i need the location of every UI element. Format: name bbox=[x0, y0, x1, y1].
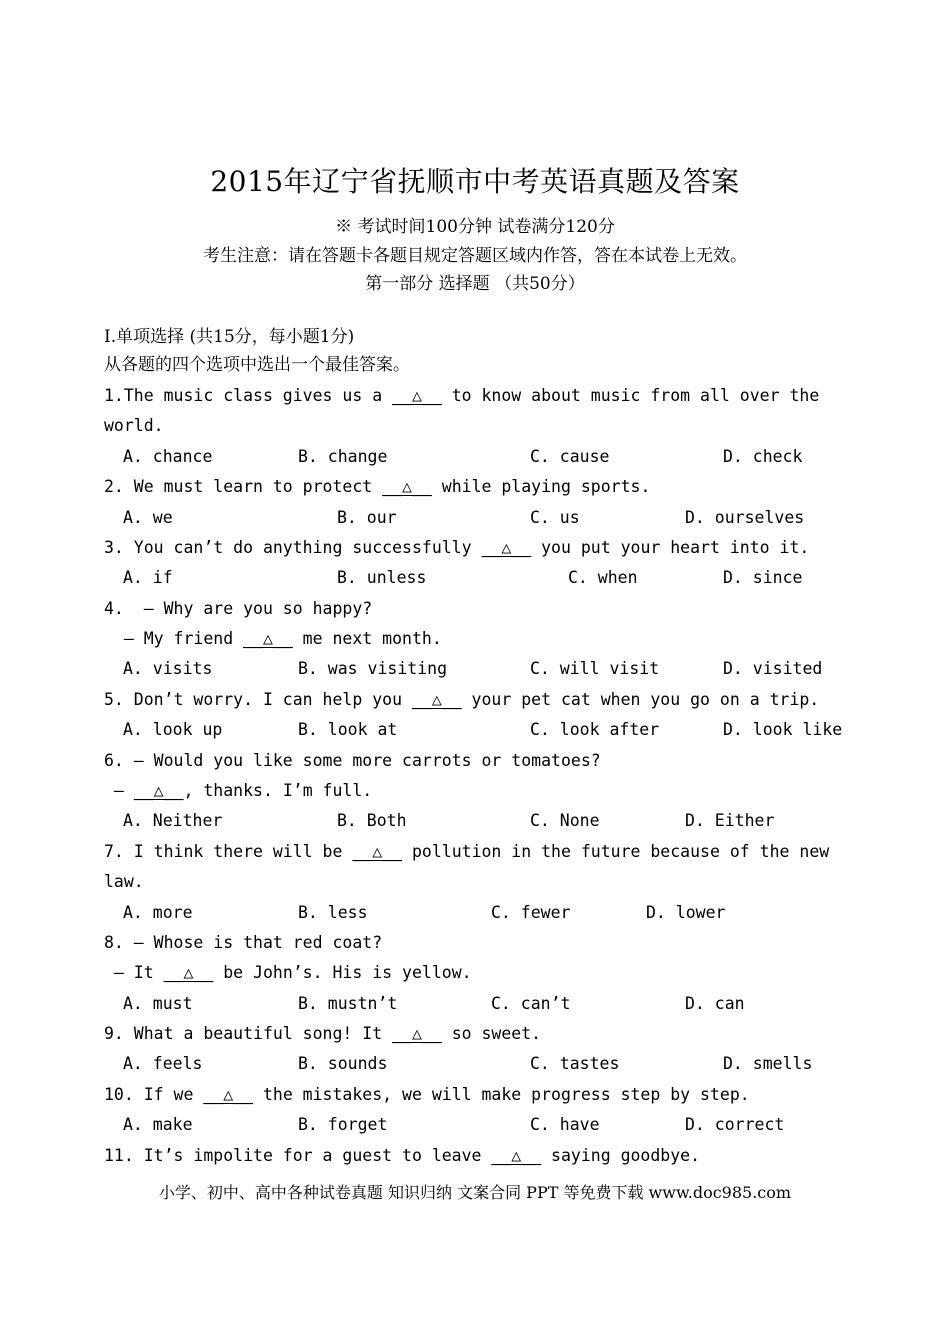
answer-blank: __△__ bbox=[392, 1024, 442, 1043]
question-text: me next month. bbox=[292, 629, 442, 648]
option-d: D. look like bbox=[723, 720, 843, 739]
question-text: be John’s. His is yellow. bbox=[213, 963, 472, 982]
option-c: C. will visit bbox=[530, 659, 660, 678]
question-text: 1.The music class gives us a bbox=[104, 386, 393, 405]
question-text: — My friend bbox=[104, 629, 244, 648]
option-b: B. Both bbox=[337, 811, 407, 830]
question-text: your pet cat when you go on a trip. bbox=[461, 690, 820, 709]
question-text: 11. It’s impolite for a guest to leave bbox=[104, 1146, 492, 1165]
footer-note: 小学、初中、高中各种试卷真题 知识归纳 文案合同 PPT 等免费下载 www.doc985.com bbox=[158, 1183, 792, 1202]
option-b: B. look at bbox=[298, 720, 398, 739]
question-text: 7. I think there will be bbox=[104, 842, 353, 861]
question-text: saying goodbye. bbox=[541, 1146, 701, 1165]
answer-blank: __△__ bbox=[481, 538, 532, 557]
option-b: B. mustn’t bbox=[298, 994, 398, 1013]
question-text: 3. You can’t do anything successfully bbox=[104, 538, 482, 557]
question-text: — It bbox=[104, 963, 164, 982]
page-title: 2015年辽宁省抚顺市中考英语真题及答案 bbox=[210, 165, 740, 198]
question-text: while playing sports. bbox=[431, 477, 651, 496]
question-text: 10. If we bbox=[104, 1085, 204, 1104]
option-b: B. forget bbox=[298, 1115, 388, 1134]
question-7-continued: law. bbox=[104, 872, 144, 891]
answer-blank: __△__ bbox=[133, 781, 184, 800]
option-b: B. unless bbox=[337, 568, 427, 587]
option-d: D. Either bbox=[685, 811, 775, 830]
question-8-reply bbox=[104, 963, 472, 983]
option-d: D. lower bbox=[646, 903, 726, 922]
option-a: A. make bbox=[123, 1115, 193, 1134]
question-1 bbox=[104, 386, 819, 406]
option-b: B. less bbox=[298, 903, 368, 922]
option-b: B. our bbox=[337, 508, 397, 527]
option-d: D. check bbox=[723, 447, 803, 466]
question-text: you put your heart into it. bbox=[531, 538, 810, 557]
answer-blank: __△__ bbox=[411, 690, 462, 709]
question-text: 2. We must learn to protect bbox=[104, 477, 383, 496]
question-4: 4. — Why are you so happy? bbox=[104, 599, 373, 618]
question-6: 6. — Would you like some more carrots or tomatoes? bbox=[104, 751, 601, 770]
answer-blank: __△__ bbox=[491, 1146, 542, 1165]
question-text: 5. Don’t worry. I can help you bbox=[104, 690, 412, 709]
option-c: C. have bbox=[530, 1115, 600, 1134]
question-9 bbox=[104, 1024, 541, 1044]
question-6-reply bbox=[104, 781, 372, 801]
option-d: D. correct bbox=[685, 1115, 785, 1134]
question-text: — bbox=[104, 781, 134, 800]
answer-blank: __△__ bbox=[392, 386, 442, 405]
answer-blank: __△__ bbox=[382, 477, 432, 496]
question-7 bbox=[104, 842, 829, 862]
option-c: C. cause bbox=[530, 447, 610, 466]
option-a: A. more bbox=[123, 903, 193, 922]
question-text: to know about music from all over the bbox=[441, 386, 820, 405]
option-b: B. was visiting bbox=[298, 659, 448, 678]
question-text: so sweet. bbox=[441, 1024, 542, 1043]
question-text: , thanks. I’m full. bbox=[183, 781, 373, 800]
section-heading: Ⅰ.单项选择 (共15分，每小题1分) bbox=[104, 327, 355, 347]
question-2 bbox=[104, 477, 650, 497]
option-a: A. if bbox=[123, 568, 173, 587]
option-c: C. look after bbox=[530, 720, 660, 739]
part-heading: 第一部分 选择题 （共50分） bbox=[365, 274, 585, 294]
question-3 bbox=[104, 538, 809, 558]
option-a: A. feels bbox=[123, 1054, 203, 1073]
question-text: pollution in the future because of the new bbox=[402, 842, 830, 861]
question-1-continued: world. bbox=[104, 416, 164, 435]
option-d: D. ourselves bbox=[685, 508, 805, 527]
exam-notice: 考生注意：请在答题卡各题目规定答题区域内作答，答在本试卷上无效。 bbox=[203, 246, 747, 266]
option-d: D. since bbox=[723, 568, 803, 587]
option-c: C. fewer bbox=[491, 903, 571, 922]
option-c: C. us bbox=[530, 508, 580, 527]
question-8: 8. — Whose is that red coat? bbox=[104, 933, 383, 952]
question-11 bbox=[104, 1146, 700, 1166]
question-4-reply bbox=[104, 629, 442, 649]
option-c: C. can’t bbox=[491, 994, 571, 1013]
option-b: B. sounds bbox=[298, 1054, 388, 1073]
option-d: D. can bbox=[685, 994, 745, 1013]
exam-time-info: ※ 考试时间100分钟 试卷满分120分 bbox=[335, 217, 615, 237]
answer-blank: __△__ bbox=[163, 963, 214, 982]
option-a: A. we bbox=[123, 508, 173, 527]
question-5 bbox=[104, 690, 819, 710]
option-d: D. smells bbox=[723, 1054, 813, 1073]
option-b: B. change bbox=[298, 447, 388, 466]
answer-blank: __△__ bbox=[243, 629, 293, 648]
answer-blank: __△__ bbox=[203, 1085, 254, 1104]
option-a: A. must bbox=[123, 994, 193, 1013]
option-c: C. None bbox=[530, 811, 600, 830]
question-10 bbox=[104, 1085, 750, 1105]
option-c: C. when bbox=[568, 568, 638, 587]
option-a: A. visits bbox=[123, 659, 213, 678]
option-c: C. tastes bbox=[530, 1054, 620, 1073]
option-d: D. visited bbox=[723, 659, 823, 678]
option-a: A. Neither bbox=[123, 811, 223, 830]
answer-blank: __△__ bbox=[352, 842, 403, 861]
option-a: A. look up bbox=[123, 720, 223, 739]
question-text: the mistakes, we will make progress step by step. bbox=[253, 1085, 750, 1104]
section-instruction: 从各题的四个选项中选出一个最佳答案。 bbox=[104, 355, 410, 375]
option-a: A. chance bbox=[123, 447, 213, 466]
question-text: 9. What a beautiful song! It bbox=[104, 1024, 393, 1043]
